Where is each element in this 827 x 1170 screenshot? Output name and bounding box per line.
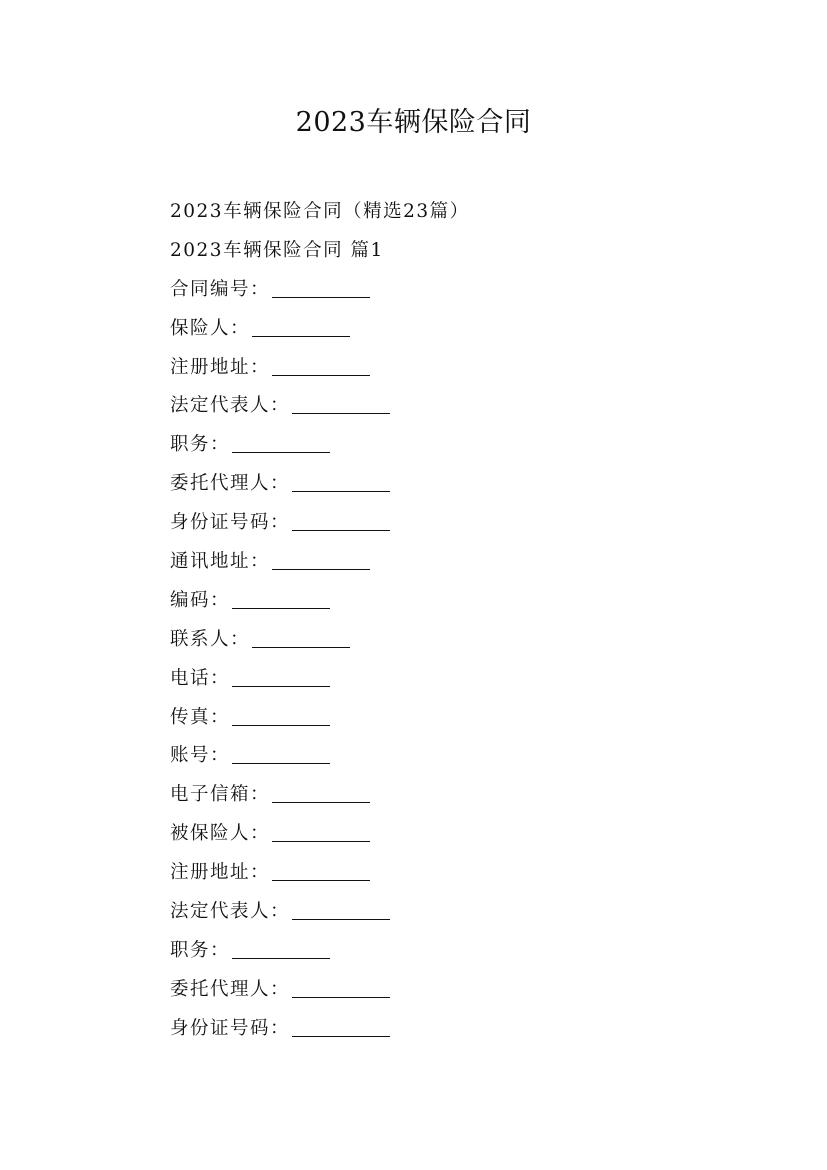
field-label: 账号： bbox=[170, 745, 231, 767]
field-label: 通讯地址： bbox=[170, 551, 271, 573]
blank-line bbox=[292, 1035, 390, 1037]
section-heading: 2023车辆保险合同 篇1 bbox=[170, 239, 384, 261]
blank-line bbox=[292, 412, 390, 414]
field-row bbox=[170, 737, 750, 776]
blank-line bbox=[232, 685, 330, 687]
field-label: 职务： bbox=[170, 434, 231, 456]
field-label: 注册地址： bbox=[170, 862, 271, 884]
field-row bbox=[170, 426, 750, 465]
field-row bbox=[170, 893, 750, 932]
field-row bbox=[170, 971, 750, 1010]
blank-line bbox=[232, 607, 330, 609]
field-label: 合同编号： bbox=[170, 278, 271, 300]
blank-line bbox=[292, 996, 390, 998]
blank-line bbox=[232, 451, 330, 453]
field-row bbox=[170, 815, 750, 854]
field-label: 被保险人： bbox=[170, 823, 271, 845]
field-label: 联系人： bbox=[170, 628, 251, 650]
blank-line bbox=[232, 762, 330, 764]
field-label: 身份证号码： bbox=[170, 512, 291, 534]
field-row bbox=[170, 504, 750, 543]
field-label: 电话： bbox=[170, 667, 231, 689]
field-row bbox=[170, 776, 750, 815]
field-label: 编码： bbox=[170, 589, 231, 611]
field-row bbox=[170, 1010, 750, 1049]
field-row bbox=[170, 854, 750, 893]
blank-line bbox=[272, 801, 370, 803]
field-label: 身份证号码： bbox=[170, 1017, 291, 1039]
field-row bbox=[170, 387, 750, 426]
field-row bbox=[170, 310, 750, 349]
field-label: 职务： bbox=[170, 939, 231, 961]
field-row bbox=[170, 543, 750, 582]
field-row bbox=[170, 932, 750, 971]
field-label: 保险人： bbox=[170, 317, 251, 339]
field-row bbox=[170, 349, 750, 388]
field-label: 法定代表人： bbox=[170, 395, 291, 417]
blank-line bbox=[252, 335, 350, 337]
field-label: 注册地址： bbox=[170, 356, 271, 378]
document-subtitle: 2023车辆保险合同（精选23篇） bbox=[170, 201, 470, 222]
blank-line bbox=[272, 374, 370, 376]
blank-line bbox=[252, 646, 350, 648]
blank-line bbox=[292, 529, 390, 531]
blank-line bbox=[272, 568, 370, 570]
field-row bbox=[170, 660, 750, 699]
field-row bbox=[170, 465, 750, 504]
blank-line bbox=[232, 957, 330, 959]
field-label: 委托代理人： bbox=[170, 473, 291, 495]
field-row bbox=[170, 621, 750, 660]
field-row bbox=[170, 271, 750, 310]
blank-line bbox=[232, 724, 330, 726]
blank-line bbox=[272, 879, 370, 881]
blank-line bbox=[292, 918, 390, 920]
blank-line bbox=[272, 840, 370, 842]
field-label: 法定代表人： bbox=[170, 901, 291, 923]
field-label: 电子信箱： bbox=[170, 784, 271, 806]
field-label: 传真： bbox=[170, 706, 231, 728]
field-row bbox=[170, 582, 750, 621]
document-title: 2023车辆保险合同 bbox=[295, 107, 532, 138]
document-body bbox=[170, 193, 750, 1049]
field-label: 委托代理人： bbox=[170, 978, 291, 1000]
blank-line bbox=[272, 296, 370, 298]
field-row bbox=[170, 699, 750, 738]
blank-line bbox=[292, 490, 390, 492]
